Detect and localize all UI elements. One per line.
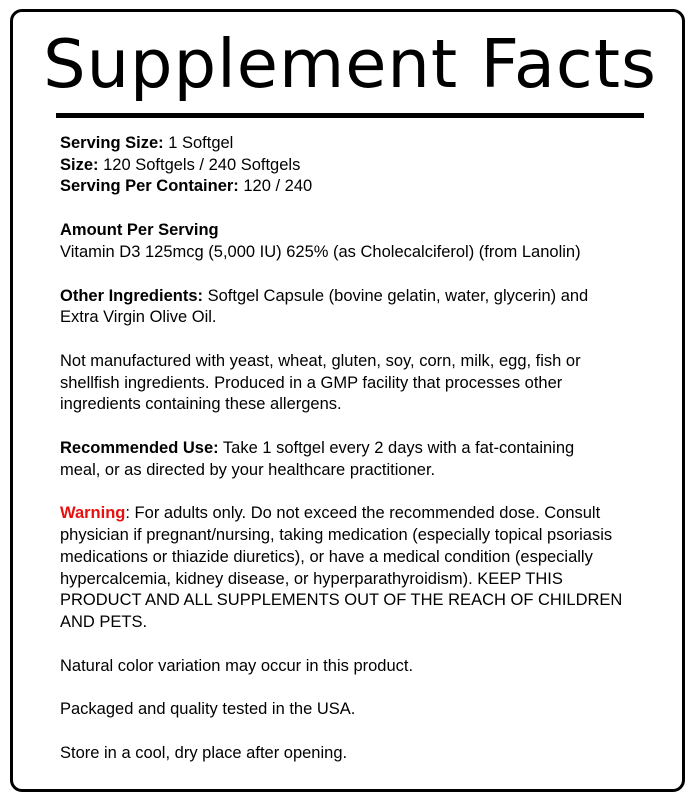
allergen-line-2: shellfish ingredients. Produced in a GMP facility that processes other [60,373,563,392]
serving-size-row [60,133,685,155]
warning-line-5: PRODUCT AND ALL SUPPLEMENTS OUT OF THE REACH OF CHILDREN [60,591,623,610]
allergen-line-3: ingredients containing these allergens. [60,395,342,414]
color-variation-note: Natural color variation may occur in this product. [60,656,414,675]
warning-label: Warning [60,504,126,523]
size-row [60,155,685,177]
servings-per-container-label: Serving Per Container: [60,177,239,196]
servings-per-container-row [60,176,685,198]
other-ingredients [60,286,685,329]
amount-heading: Amount Per Serving [60,221,219,240]
packaging-note: Packaged and quality tested in the USA. [60,700,356,719]
title-divider [56,113,644,118]
size-value: 120 Softgels / 240 Softgels [98,155,301,174]
recommended-use-line-1: Take 1 softgel every 2 days with a fat-containing [218,439,575,458]
serving-info [60,133,685,198]
storage-note: Store in a cool, dry place after opening. [60,744,348,763]
recommended-use-line-2: meal, or as directed by your healthcare practitioner. [60,460,436,479]
recommended-use-label: Recommended Use: [60,439,219,458]
warning-line-6: AND PETS. [60,612,148,631]
serving-size-value: 1 Softgel [163,134,234,152]
warning-line-3: medications or thiazide diuretics), or have a medical condition (especially [60,547,593,566]
warning-line-2: physician if pregnant/nursing, taking medication (especially topical psoriasis [60,526,613,545]
other-ingredients-line-2: Extra Virgin Olive Oil. [60,308,217,327]
allergen-statement [60,351,685,416]
warning-statement [60,503,685,633]
recommended-use [60,438,685,481]
other-ingredients-label: Other Ingredients: [60,286,204,305]
page-title: Supplement Facts [43,25,657,103]
warning-line-1: : For adults only. Do not exceed the recommended dose. Consult [125,504,601,523]
allergen-line-1: Not manufactured with yeast, wheat, gluten, soy, corn, milk, egg, fish or [60,351,581,370]
amount-line: Vitamin D3 125mcg (5,000 IU) 625% (as Cholecalciferol) (from Lanolin) [60,242,581,261]
serving-size-label: Serving Size: [60,134,164,152]
amount-per-serving [60,220,685,263]
facts-content [60,133,685,765]
size-label: Size: [60,155,99,174]
servings-per-container-value: 120 / 240 [238,177,313,196]
other-ingredients-line-1: Softgel Capsule (bovine gelatin, water, glycerin) and [203,286,589,305]
warning-line-4: hypercalcemia, kidney disease, or hyperparathyroidism). KEEP THIS [60,569,563,588]
